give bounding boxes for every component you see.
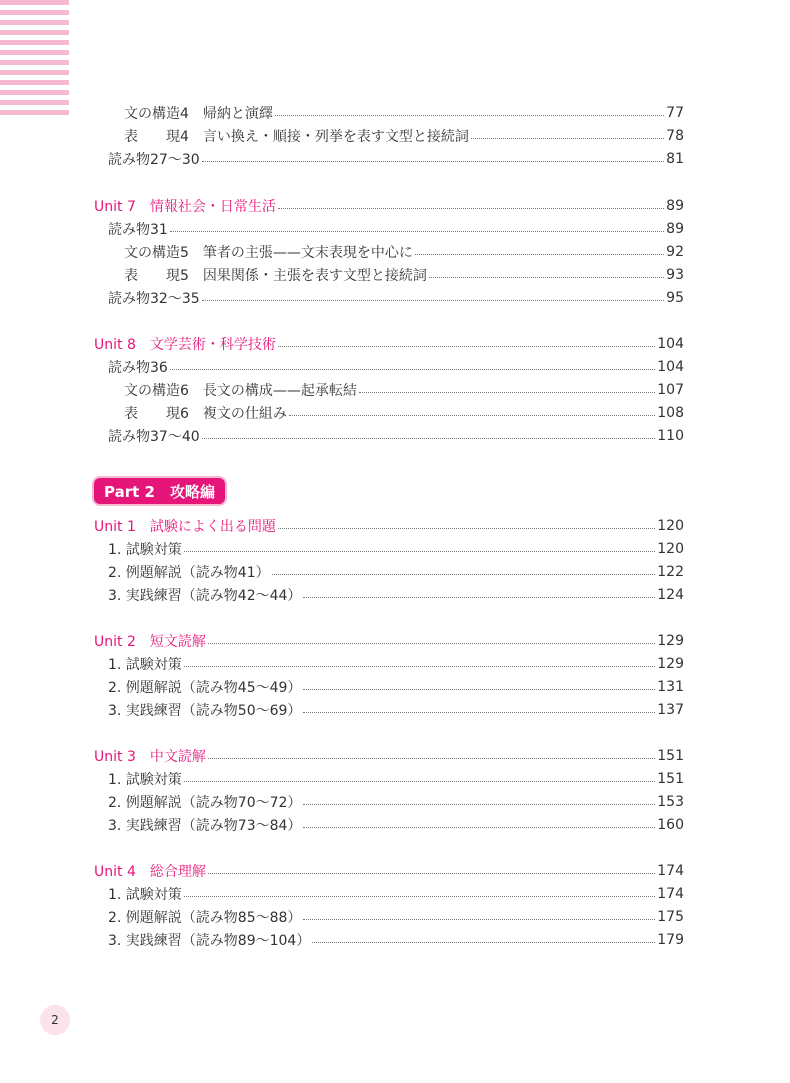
- toc-page-number: 107: [657, 381, 684, 398]
- toc-page-number: 77: [666, 104, 684, 121]
- toc-title: 表 現6 複文の仕組み: [124, 405, 287, 422]
- toc-title: 1. 試験対策: [108, 541, 182, 558]
- toc-page-number: 129: [657, 655, 684, 672]
- toc-entry-row: [0, 355, 790, 378]
- toc-entry-row: [0, 124, 790, 147]
- toc-page-number: 93: [666, 266, 684, 283]
- dot-leader: [275, 115, 664, 116]
- toc-unit-row: [0, 859, 790, 882]
- toc-page-number: 129: [657, 632, 684, 649]
- dot-leader: [184, 666, 655, 667]
- toc-page-number: 89: [666, 197, 684, 214]
- toc-unit-row: [0, 744, 790, 767]
- dot-leader: [184, 781, 655, 782]
- toc-entry-row: [0, 652, 790, 675]
- toc-page-number: 89: [666, 220, 684, 237]
- dot-leader: [471, 138, 664, 139]
- toc-entry-row: [0, 101, 790, 124]
- toc-page-number: 95: [666, 289, 684, 306]
- dot-leader: [278, 346, 655, 347]
- toc-page-number: 122: [657, 563, 684, 580]
- toc-entry-row: [0, 905, 790, 928]
- toc-entry-row: [0, 698, 790, 721]
- toc-entry-row: [0, 424, 790, 447]
- toc-title: 読み物31: [108, 221, 168, 238]
- toc-page-number: 174: [657, 862, 684, 879]
- toc-page-number: 120: [657, 540, 684, 557]
- toc-page-number: 179: [657, 931, 684, 948]
- toc-title: 読み物32〜35: [108, 290, 200, 307]
- dot-leader: [289, 415, 655, 416]
- toc-entry-row: [0, 401, 790, 424]
- toc-title: 3. 実践練習（読み物89〜104）: [108, 932, 311, 949]
- toc-title: 3. 実践練習（読み物73〜84）: [108, 817, 302, 834]
- toc-entry-row: [0, 537, 790, 560]
- toc-title: Unit 3 中文読解: [94, 748, 206, 765]
- toc-title: 3. 実践練習（読み物50〜69）: [108, 702, 302, 719]
- toc-unit-row: [0, 332, 790, 355]
- toc-unit-row: [0, 629, 790, 652]
- toc-page-number: 110: [657, 427, 684, 444]
- dot-leader: [278, 528, 655, 529]
- toc-page-number: 131: [657, 678, 684, 695]
- toc-title: Unit 2 短文読解: [94, 633, 206, 650]
- dot-leader: [208, 643, 655, 644]
- dot-leader: [303, 919, 655, 920]
- toc-page-number: 104: [657, 335, 684, 352]
- toc-title: 2. 例題解説（読み物85〜88）: [108, 909, 302, 926]
- toc-page-number: 92: [666, 243, 684, 260]
- toc-title: 2. 例題解説（読み物70〜72）: [108, 794, 302, 811]
- dot-leader: [202, 438, 656, 439]
- toc-title: 表 現5 因果関係・主張を表す文型と接続詞: [124, 267, 427, 284]
- dot-leader: [359, 392, 655, 393]
- toc-title: 1. 試験対策: [108, 886, 182, 903]
- toc-page-number: 153: [657, 793, 684, 810]
- toc-title: 読み物36: [108, 359, 168, 376]
- toc-entry-row: [0, 263, 790, 286]
- toc-entry-row: [0, 813, 790, 836]
- dot-leader: [303, 689, 655, 690]
- toc-entry-row: [0, 286, 790, 309]
- dot-leader: [170, 369, 655, 370]
- dot-leader: [303, 597, 655, 598]
- toc-title: 3. 実践練習（読み物42〜44）: [108, 587, 302, 604]
- toc-title: 1. 試験対策: [108, 771, 182, 788]
- dot-leader: [202, 161, 665, 162]
- toc-title: 2. 例題解説（読み物45〜49）: [108, 679, 302, 696]
- toc-entry-row: [0, 790, 790, 813]
- toc-page-number: 151: [657, 770, 684, 787]
- toc-page-number: 81: [666, 150, 684, 167]
- toc-entry-row: [0, 147, 790, 170]
- toc-title: 1. 試験対策: [108, 656, 182, 673]
- toc-page-number: 108: [657, 404, 684, 421]
- toc-title: 読み物27〜30: [108, 151, 200, 168]
- dot-leader: [415, 254, 664, 255]
- dot-leader: [303, 804, 655, 805]
- toc-page-number: 78: [666, 127, 684, 144]
- toc-page-number: 160: [657, 816, 684, 833]
- toc-entry-row: [0, 378, 790, 401]
- dot-leader: [184, 551, 655, 552]
- toc-title: 読み物37〜40: [108, 428, 200, 445]
- toc-page-number: 175: [657, 908, 684, 925]
- toc-entry-row: [0, 560, 790, 583]
- toc-page-number: 137: [657, 701, 684, 718]
- toc-title: 文の構造4 帰納と演繹: [124, 105, 273, 122]
- dot-leader: [208, 758, 655, 759]
- toc-entry-row: [0, 882, 790, 905]
- toc-title: Unit 7 情報社会・日常生活: [94, 198, 276, 215]
- toc-entry-row: [0, 675, 790, 698]
- toc-title: Unit 8 文学芸術・科学技術: [94, 336, 276, 353]
- toc-entry-row: [0, 217, 790, 240]
- dot-leader: [170, 231, 664, 232]
- dot-leader: [202, 300, 665, 301]
- toc-title: 2. 例題解説（読み物41）: [108, 564, 270, 581]
- dot-leader: [208, 873, 655, 874]
- dot-leader: [312, 942, 655, 943]
- dot-leader: [429, 277, 664, 278]
- dot-leader: [184, 896, 655, 897]
- toc-page-number: 174: [657, 885, 684, 902]
- toc-unit-row: [0, 514, 790, 537]
- toc-entry-row: [0, 928, 790, 951]
- toc-page-number: 104: [657, 358, 684, 375]
- page-number: 2: [40, 1005, 70, 1035]
- toc-title: 文の構造5 筆者の主張——文末表現を中心に: [124, 244, 413, 261]
- toc-entry-row: [0, 240, 790, 263]
- toc-entry-row: [0, 583, 790, 606]
- toc-title: 表 現4 言い換え・順接・列挙を表す文型と接続詞: [124, 128, 469, 145]
- toc-title: Unit 4 総合理解: [94, 863, 206, 880]
- part-badge: Part 2 攻略編: [94, 478, 225, 504]
- toc-unit-row: [0, 194, 790, 217]
- toc-page-number: 151: [657, 747, 684, 764]
- toc-page-number: 120: [657, 517, 684, 534]
- toc-page-number: 124: [657, 586, 684, 603]
- dot-leader: [303, 827, 655, 828]
- dot-leader: [303, 712, 655, 713]
- dot-leader: [272, 574, 656, 575]
- toc-entry-row: [0, 767, 790, 790]
- toc-title: 文の構造6 長文の構成——起承転結: [124, 382, 357, 399]
- dot-leader: [278, 208, 664, 209]
- toc-title: Unit 1 試験によく出る問題: [94, 518, 276, 535]
